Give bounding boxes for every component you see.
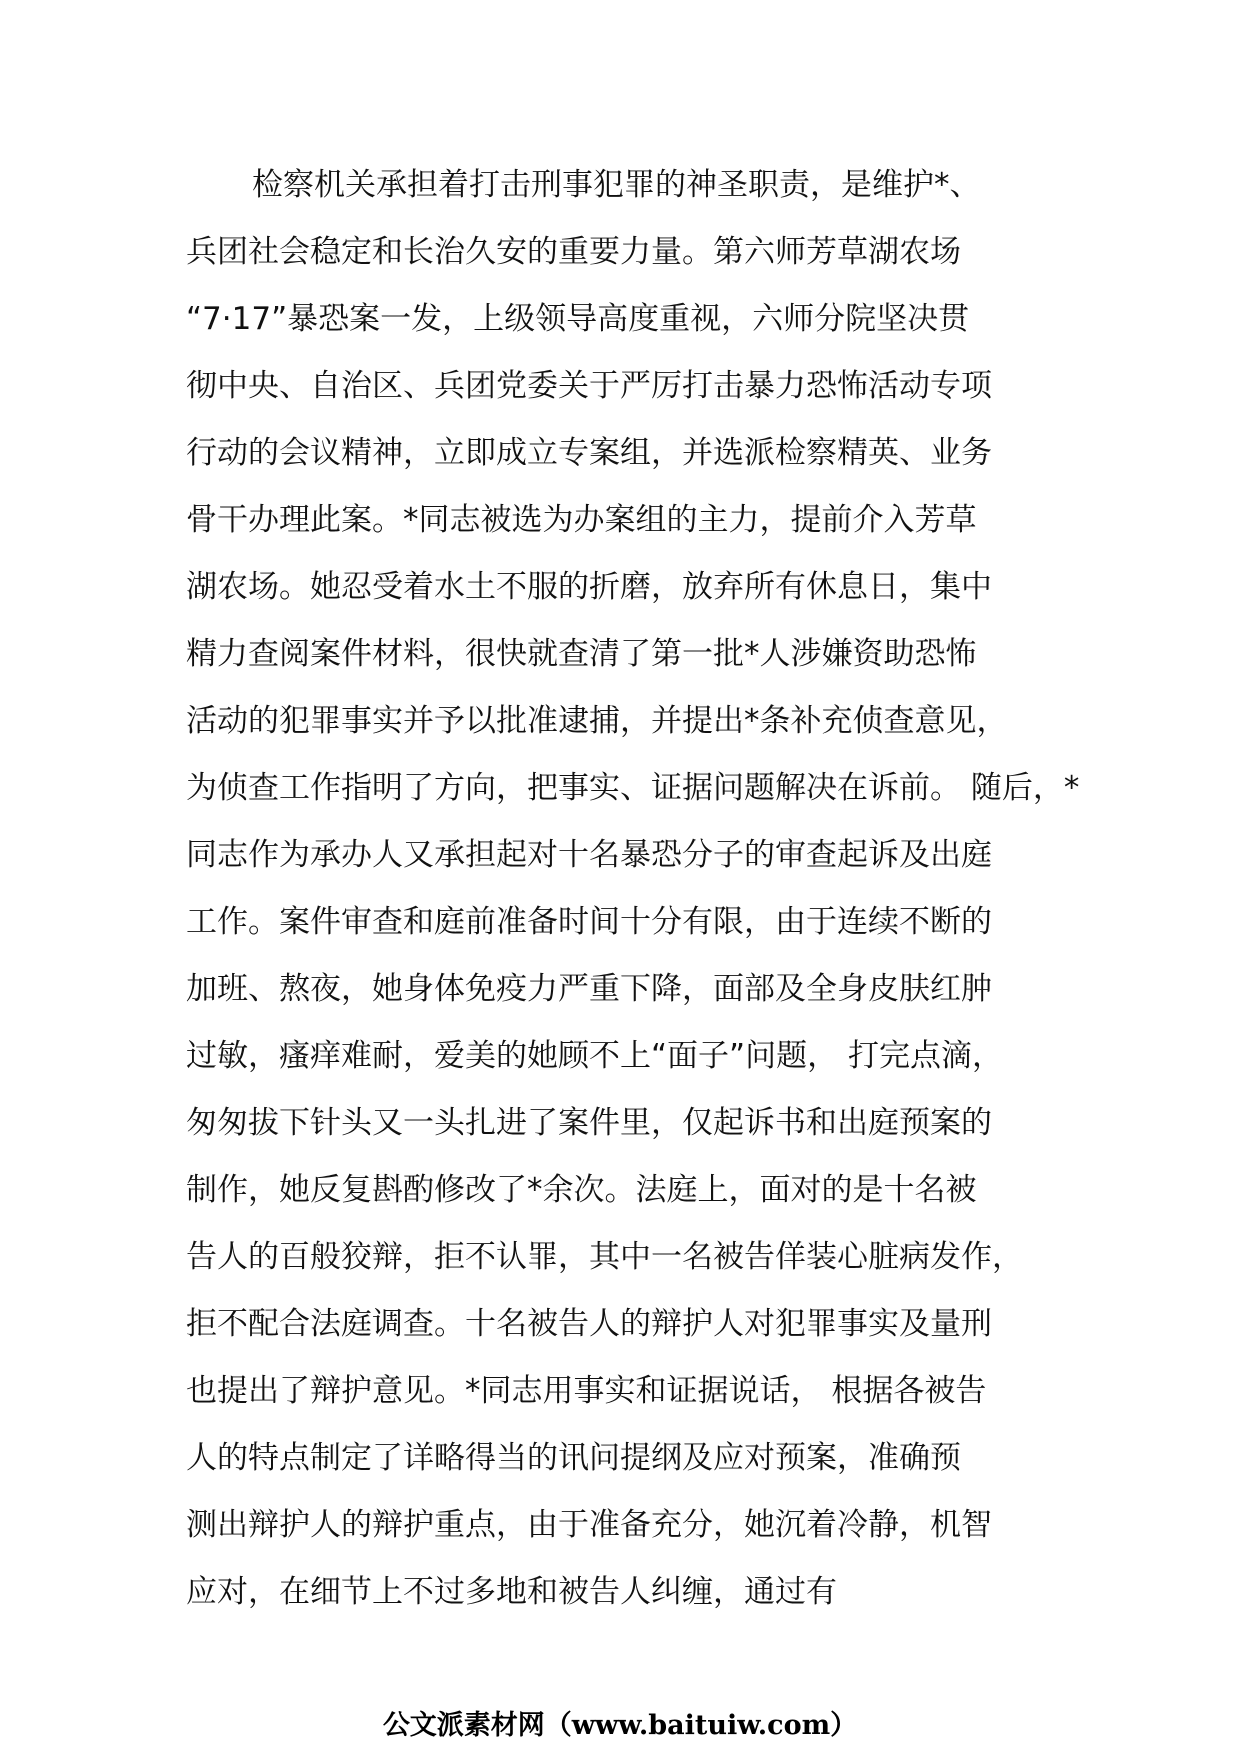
text-line: 应对，在细节上不过多地和被告人纠缠，通过有 (186, 1574, 837, 1610)
text-line: 也提出了辩护意见。*同志用事实和证据说话， 根据各被告 (186, 1373, 987, 1409)
text-line: 为侦查工作指明了方向，把事实、证据问题解决在诉前。 随后，* (186, 770, 1080, 806)
text-line: 匆匆拔下针头又一头扎进了案件里，仅起诉书和出庭预案的 (186, 1105, 992, 1141)
text-line: “7·17”暴恐案一发，上级领导高度重视，六师分院坚决贯 (186, 301, 970, 337)
text-line: 行动的会议精神，立即成立专案组，并选派检察精英、业务 (186, 435, 992, 471)
text-line: 告人的百般狡辩，拒不认罪，其中一名被告佯装心脏病发作， (186, 1239, 1023, 1275)
text-line: 兵团社会稳定和长治久安的重要力量。第六师芳草湖农场 (186, 234, 961, 270)
text-line: 检察机关承担着打击刑事犯罪的神圣职责，是维护*、 (252, 167, 981, 203)
text-line: 拒不配合法庭调查。十名被告人的辩护人对犯罪事实及量刑 (186, 1306, 992, 1342)
text-line: 彻中央、自治区、兵团党委关于严厉打击暴力恐怖活动专项 (186, 368, 992, 404)
text-line: 制作，她反复斟酌修改了*余次。法庭上，面对的是十名被 (186, 1172, 977, 1208)
text-line: 同志作为承办人又承担起对十名暴恐分子的审查起诉及出庭 (186, 837, 992, 873)
text-line: 工作。案件审查和庭前准备时间十分有限，由于连续不断的 (186, 904, 992, 940)
text-line: 过敏，瘙痒难耐，爱美的她顾不上“面子”问题， 打完点滴， (186, 1038, 1003, 1074)
text-line: 测出辩护人的辩护重点，由于准备充分，她沉着冷静，机智 (186, 1507, 992, 1543)
text-line: 加班、熬夜，她身体免疫力严重下降，面部及全身皮肤红肿 (186, 971, 992, 1007)
text-line: 活动的犯罪事实并予以批准逮捕，并提出*条补充侦查意见， (186, 703, 1008, 739)
footer-watermark-text: 公文派素材网（www.baituiw.com） (382, 1710, 858, 1741)
text-line: 精力查阅案件材料，很快就查清了第一批*人涉嫌资助恐怖 (186, 636, 977, 672)
text-line: 骨干办理此案。*同志被选为办案组的主力，提前介入芳草 (186, 502, 977, 538)
text-line: 人的特点制定了详略得当的讯问提纲及应对预案，准确预 (186, 1440, 961, 1476)
body-paragraph (186, 152, 1086, 1626)
text-line: 湖农场。她忍受着水土不服的折磨，放弃所有休息日，集中 (186, 569, 992, 605)
